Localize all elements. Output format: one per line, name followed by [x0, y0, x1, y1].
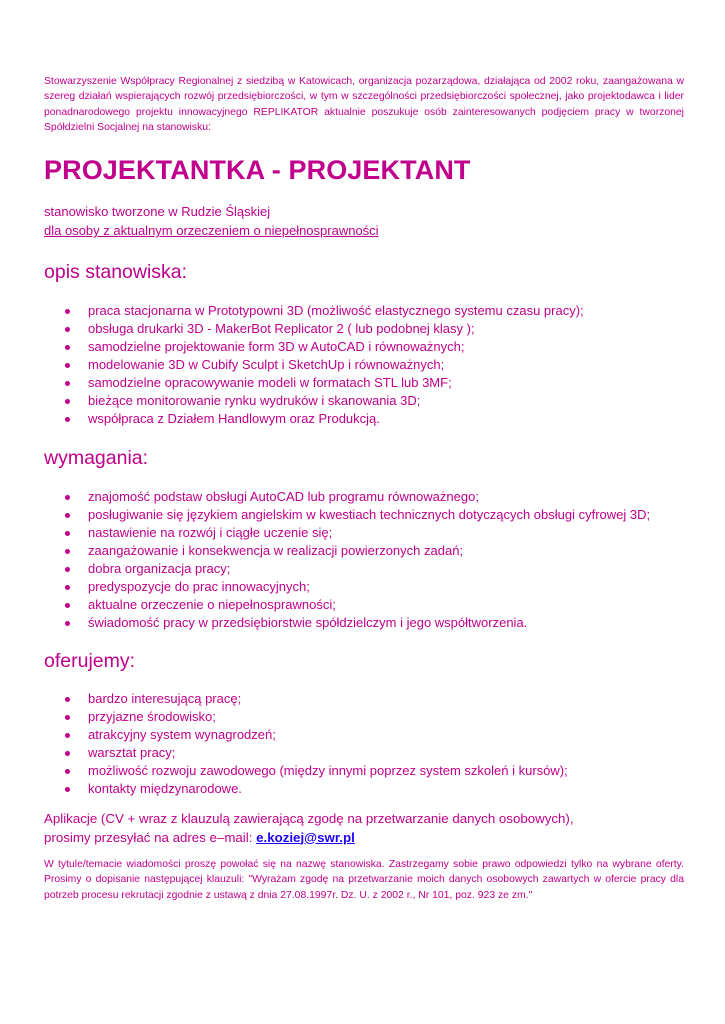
location-text: stanowisko tworzone w Rudzie Śląskiej — [44, 204, 271, 219]
footer-clause: W tytule/temacie wiadomości proszę powołać się na nazwę stanowiska. Zastrzegamy sobie prawo odpowiedzi tylko na wybrane oferty. Prosimy o dopisanie następującej klauzuli: "Wyrażam zgodę na przetwarzanie moich danych osobowych zawartych w ofercie pracy dla potrzeb procesu rekrutacji zgodnie z ustawą z dnia 27.08.1997r. Dz. U. z 2002 r., Nr 101, poz. 923 ze zm." — [44, 859, 684, 901]
list-item: samodzielne projektowanie form 3D w AutoCAD i równoważnych; — [44, 338, 584, 356]
application-line-1: Aplikacje (CV + wraz z klauzulą zawierającą zgodę na przetwarzanie danych osobowych), — [44, 811, 574, 826]
list-wymagania — [44, 488, 650, 632]
list-item: warsztat pracy; — [44, 744, 568, 762]
application-text — [44, 810, 574, 847]
list-item: zaangażowanie i konsekwencja w realizacji powierzonych zadań; — [44, 542, 650, 560]
list-item: świadomość pracy w przedsiębiorstwie spółdzielczym i jego współtworzenia. — [44, 614, 650, 632]
list-item: modelowanie 3D w Cubify Sculpt i SketchUp i równoważnych; — [44, 356, 584, 374]
list-item: praca stacjonarna w Prototypowni 3D (możliwość elastycznego systemu czasu pracy); — [44, 302, 584, 320]
list-item: przyjazne środowisko; — [44, 708, 568, 726]
list-item: możliwość rozwoju zawodowego (między innymi poprzez system szkoleń i kursów); — [44, 762, 568, 780]
list-item: predyspozycje do prac innowacyjnych; — [44, 578, 650, 596]
section-heading-oferujemy: oferujemy: — [44, 650, 136, 672]
target-group-text: dla osoby z aktualnym orzeczeniem o niepełnosprawności — [44, 223, 379, 238]
list-item: znajomość podstaw obsługi AutoCAD lub programu równoważnego; — [44, 488, 650, 506]
list-item: kontakty międzynarodowe. — [44, 780, 568, 798]
application-line-2: prosimy przesyłać na adres e–mail: — [44, 829, 257, 845]
list-item: aktualne orzeczenie o niepełnosprawności; — [44, 596, 650, 614]
section-heading-opis: opis stanowiska: — [44, 261, 188, 283]
list-opis — [44, 302, 584, 428]
list-item: obsługa drukarki 3D - MakerBot Replicator 2 ( lub podobnej klasy ); — [44, 320, 584, 338]
list-item: bardzo interesującą pracę; — [44, 690, 568, 708]
email-link[interactable]: e.koziej@swr.pl — [256, 829, 355, 845]
list-item: współpraca z Działem Handlowym oraz Produkcją. — [44, 410, 584, 428]
list-item: samodzielne opracowywanie modeli w formatach STL lub 3MF; — [44, 374, 584, 392]
list-item: atrakcyjny system wynagrodzeń; — [44, 726, 568, 744]
list-item: posługiwanie się językiem angielskim w kwestiach technicznych dotyczących obsługi cyfrowej 3D; — [44, 506, 650, 524]
list-oferujemy — [44, 690, 568, 798]
intro-paragraph: Stowarzyszenie Współpracy Regionalnej z siedzibą w Katowicach, organizacja pozarządowa, działająca od 2002 roku, zaangażowana w szereg działań wspierających rozwój przedsiębiorczości, w tym w szczególności przedsiębiorczości społecznej, jako projektodawca i lider ponadnarodowego projektu innowacyjnego REPLIKATOR aktualnie poszukuje osób zainteresowanych podjęciem pracy w tworzonej Spółdzielni Socjalnej na stanowisku: — [44, 76, 684, 133]
list-item: nastawienie na rozwój i ciągłe uczenie się; — [44, 524, 650, 542]
list-item: bieżące monitorowanie rynku wydruków i skanowania 3D; — [44, 392, 584, 410]
job-title: PROJEKTANTKA - PROJEKTANT — [44, 155, 471, 185]
section-heading-wymagania: wymagania: — [44, 447, 149, 469]
list-item: dobra organizacja pracy; — [44, 560, 650, 578]
